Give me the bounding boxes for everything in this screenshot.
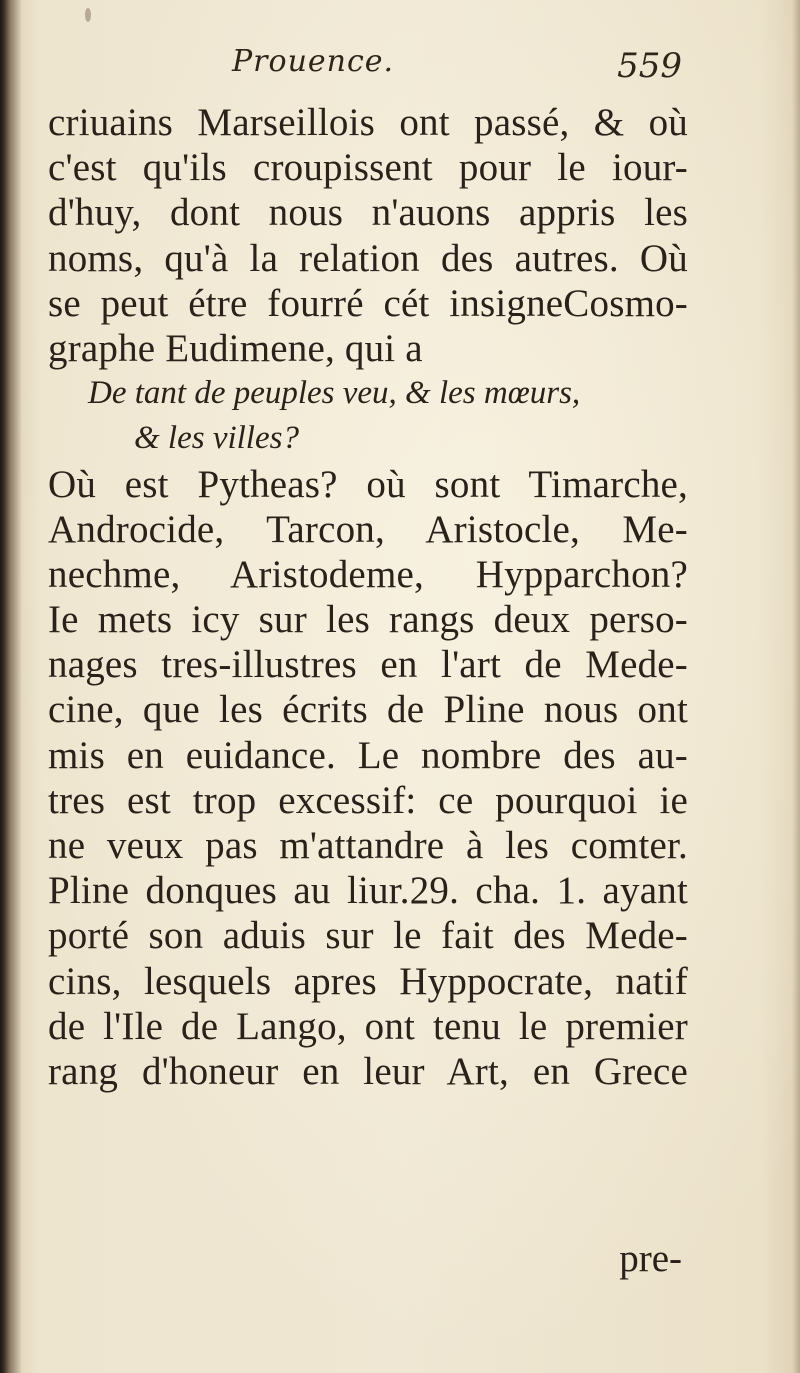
text-line: Ie mets icy sur les rangs deux perso- <box>48 598 688 642</box>
page-number: 559 <box>617 46 682 86</box>
running-head <box>0 44 800 94</box>
page-edge <box>792 0 800 1373</box>
text-line: mis en euidance. Le nombre des au- <box>48 733 688 777</box>
text-line: ne veux pas m'attandre à les comter. <box>48 824 688 867</box>
text-line: criuains Marseillois ont passé, & où <box>48 101 688 144</box>
text-line: rang d'honeur en leur Art, en Grece <box>48 1049 688 1093</box>
text-line: graphe Eudimene, qui a <box>48 326 423 370</box>
text-line: nages tres-illustres en l'art de Mede- <box>48 643 688 687</box>
text-line: noms, qu'à la relation des autres. Où <box>48 236 688 280</box>
ink-stain <box>85 8 91 22</box>
binding-gutter <box>0 0 22 1373</box>
text-line: Pline donques au liur.29. cha. 1. ayant <box>48 869 688 913</box>
text-line: se peut étre fourré cét insigneCosmo- <box>48 281 688 325</box>
text-line: cins, lesquels apres Hyppocrate, natif <box>48 959 688 1003</box>
text-line: Androcide, Tarcon, Aristocle, Me- <box>48 507 688 551</box>
text-line: d'huy, dont nous n'auons appris les <box>48 191 688 235</box>
running-head-title: Prouence. <box>232 44 395 79</box>
body-text <box>48 100 688 1094</box>
text-line: tres est trop excessif: ce pourquoi ie <box>48 778 688 822</box>
catchword: pre- <box>619 1237 682 1280</box>
text-line: porté son aduis sur le fait des Mede- <box>48 914 688 958</box>
text-line: c'est qu'ils croupissent pour le iour- <box>48 146 688 190</box>
text-line: cine, que les écrits de Pline nous ont <box>48 688 688 732</box>
text-line: de l'Ile de Lango, ont tenu le premier <box>48 1004 688 1048</box>
quotation-line: & les villes? <box>134 420 299 457</box>
quotation-line: De tant de peuples veu, & les mœurs, <box>88 375 581 412</box>
text-line: nechme, Aristodeme, Hypparchon? <box>48 552 688 596</box>
text-line: Où est Pytheas? où sont Timarche, <box>48 462 688 506</box>
